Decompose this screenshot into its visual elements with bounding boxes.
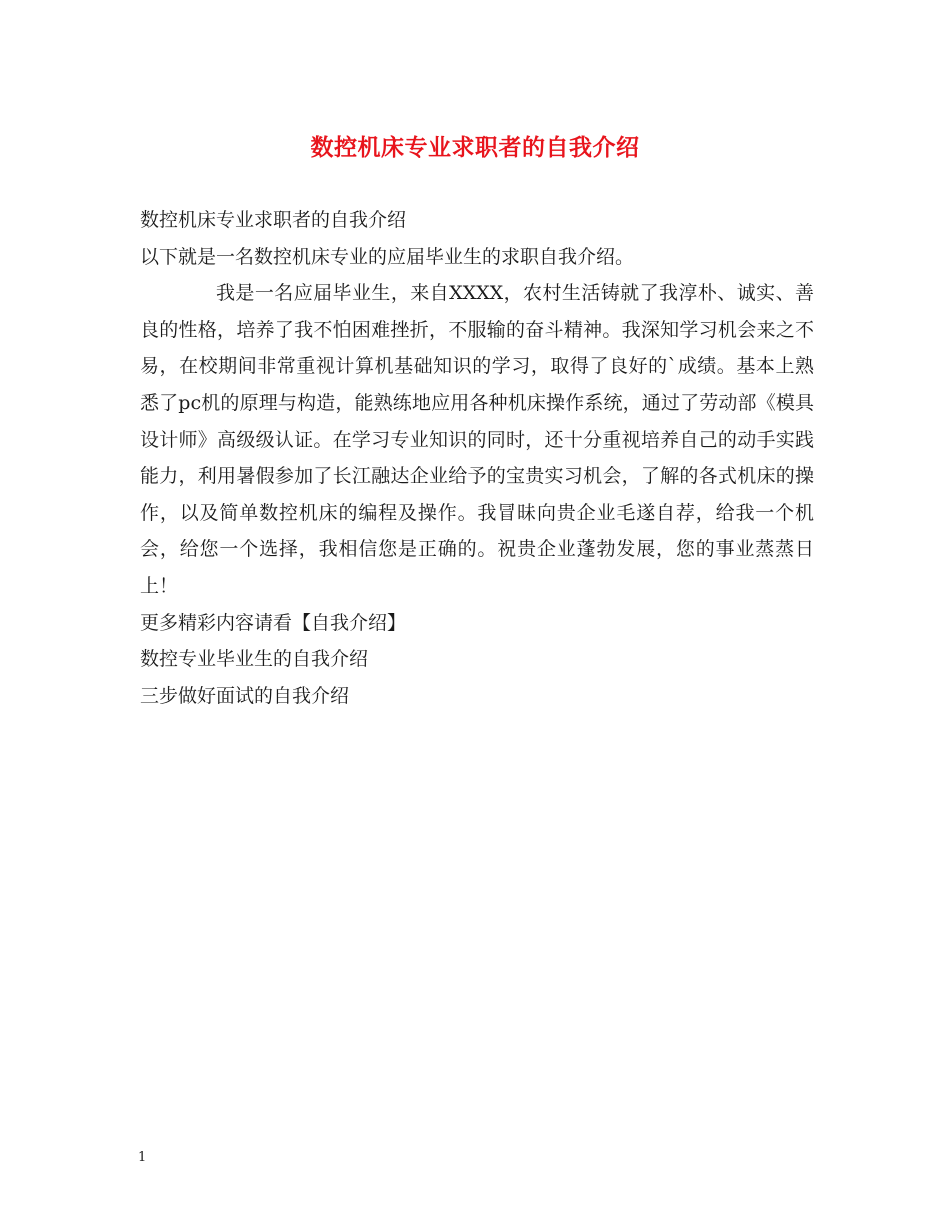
intro-line: 以下就是一名数控机床专业的应届毕业生的求职自我介绍。: [140, 245, 635, 268]
main-paragraph: 我是一名应届毕业生，来自XXXX，农村生活铸就了我淳朴、诚实、善良的性格，培养了我不怕困难挫折，不服输的奋斗精神。我深知学习机会来之不易，在校期间非常重视计算机基础知识的学习，取得了良好的`成绩。基本上熟悉了pc机的原理与构造，能熟练地应用各种机床操作系统，通过了劳动部《模具设计师》高级级认证。在学习专业知识的同时，还十分重视培养自己的动手实践能力，利用暑假参加了长江融达企业给予的宝贵实习机会，了解的各式机床的操作，以及简单数控机床的编程及操作。我冒昧向贵企业毛遂自荐，给我一个机会，给您一个选择，我相信您是正确的。祝贵企业蓬勃发展，您的事业蒸蒸日上！: [140, 282, 814, 597]
related-article-1: 数控专业毕业生的自我介绍: [140, 648, 369, 671]
subtitle-line: 数控机床专业求职者的自我介绍: [140, 209, 407, 231]
body-text: [140, 202, 814, 714]
page-title: 数控机床专业求职者的自我介绍: [310, 134, 640, 161]
page-number: 1: [138, 1150, 147, 1165]
more-content-line: 更多精彩内容请看【自我介绍】: [140, 611, 407, 634]
related-article-2: 三步做好面试的自我介绍: [140, 684, 350, 707]
